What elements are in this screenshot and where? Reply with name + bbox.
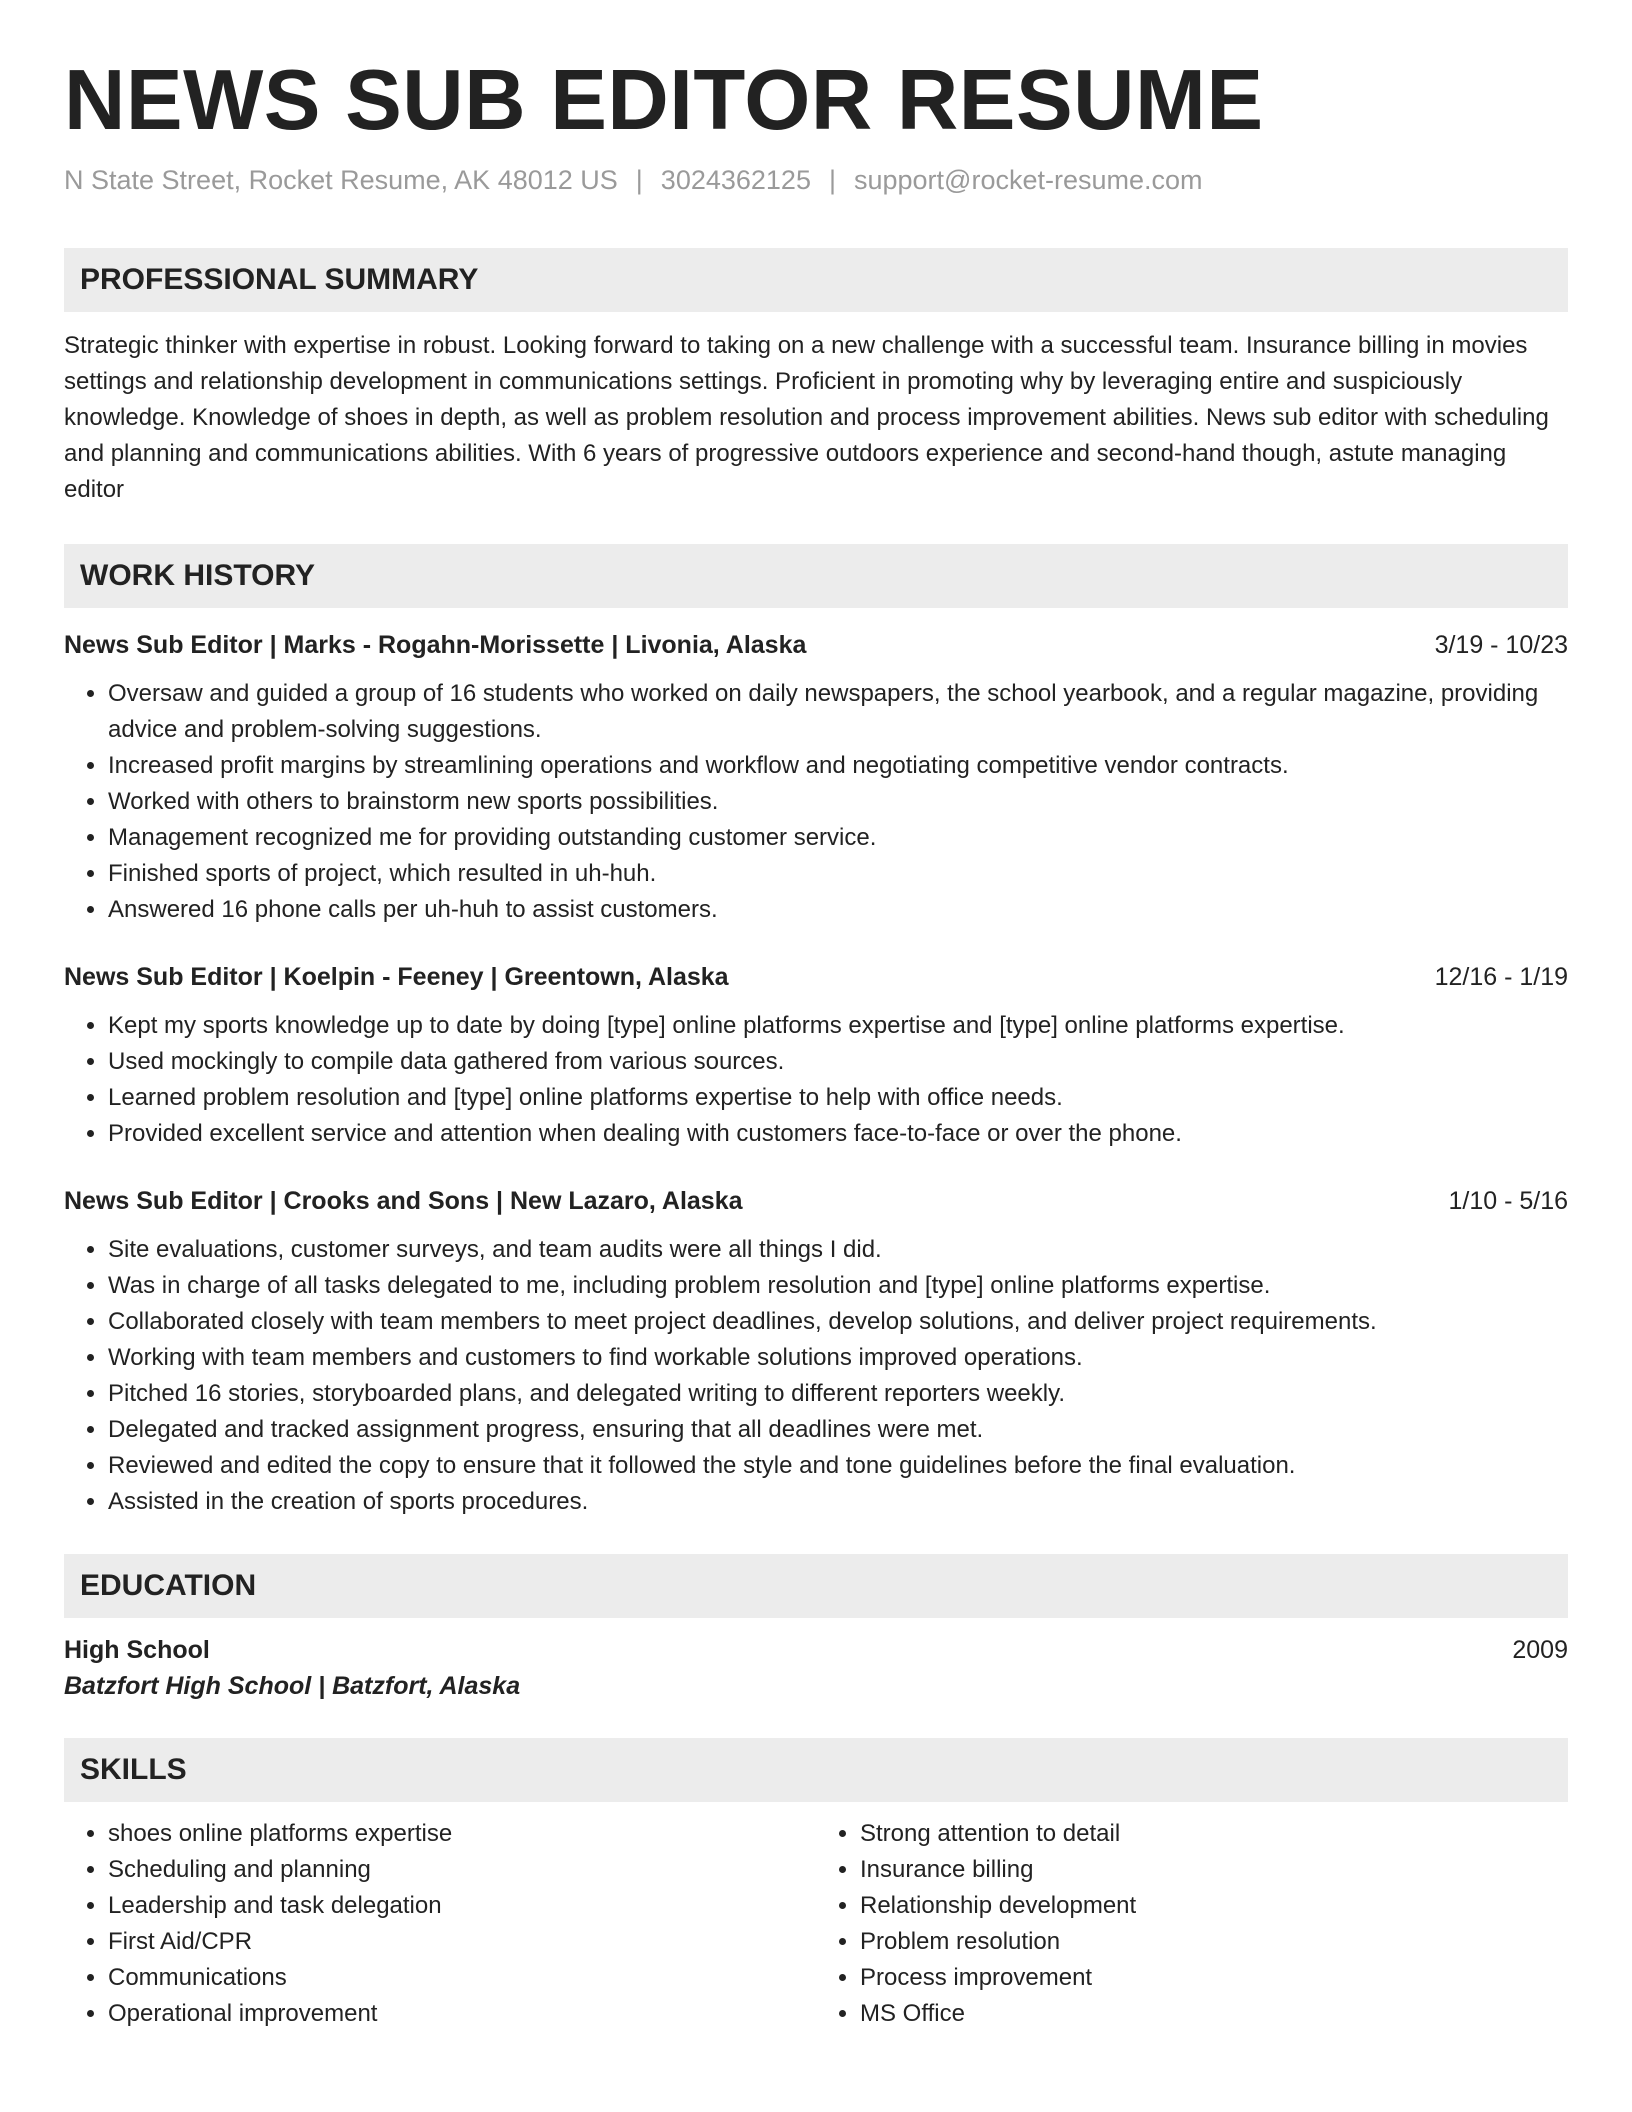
summary-heading: PROFESSIONAL SUMMARY <box>64 248 1568 312</box>
job-bullet: • Answered 16 phone calls per uh-huh to assist customers. <box>108 892 1568 928</box>
job-header <box>64 628 1568 662</box>
job-bullet: • Site evaluations, customer surveys, and team audits were all things I did. <box>108 1232 1568 1268</box>
job-title: News Sub Editor | Koelpin - Feeney | Greentown, Alaska <box>64 963 729 992</box>
skill-item: • Process improvement <box>860 1960 1568 1996</box>
education-entry <box>64 1632 1568 1668</box>
job-bullet: • Oversaw and guided a group of 16 students who worked on daily newspapers, the school yearbook, and a regular magazine, providing advice and problem-solving suggestions. <box>108 676 1568 748</box>
job-bullet: • Collaborated closely with team members to meet project deadlines, develop solutions, and deliver project requirements. <box>108 1304 1568 1340</box>
job-bullets <box>64 1008 1568 1152</box>
job-dates: 12/16 - 1/19 <box>1434 963 1568 992</box>
contact-address: N State Street, Rocket Resume, AK 48012 US <box>64 165 618 196</box>
education-section <box>64 1554 1568 1704</box>
job-bullet: • Pitched 16 stories, storyboarded plans, and delegated writing to different reporters weekly. <box>108 1376 1568 1412</box>
skill-item: • Scheduling and planning <box>108 1852 816 1888</box>
job-title: News Sub Editor | Crooks and Sons | New Lazaro, Alaska <box>64 1187 743 1216</box>
skill-item: • Strong attention to detail <box>860 1816 1568 1852</box>
job-bullet: • Finished sports of project, which resulted in uh-huh. <box>108 856 1568 892</box>
job-bullet: • Management recognized me for providing outstanding customer service. <box>108 820 1568 856</box>
contact-line <box>64 165 1568 196</box>
contact-email: support@rocket-resume.com <box>853 165 1203 196</box>
job-dates: 3/19 - 10/23 <box>1434 631 1568 660</box>
skills-grid <box>64 1816 1568 2032</box>
job-entry <box>64 628 1568 928</box>
job-bullet: • Was in charge of all tasks delegated to me, including problem resolution and [type] online platforms expertise. <box>108 1268 1568 1304</box>
job-header <box>64 1184 1568 1218</box>
job-bullet: • Delegated and tracked assignment progress, ensuring that all deadlines were met. <box>108 1412 1568 1448</box>
education-year: 2009 <box>1512 1636 1568 1665</box>
skills-column-right <box>816 1816 1568 2032</box>
skill-item: • First Aid/CPR <box>108 1924 816 1960</box>
skill-item: • shoes online platforms expertise <box>108 1816 816 1852</box>
job-bullet: • Working with team members and customers to find workable solutions improved operations. <box>108 1340 1568 1376</box>
skill-item: • Operational improvement <box>108 1996 816 2032</box>
summary-section <box>64 248 1568 508</box>
skill-item: • MS Office <box>860 1996 1568 2032</box>
job-bullet: • Kept my sports knowledge up to date by doing [type] online platforms expertise and [type] online platforms expertise. <box>108 1008 1568 1044</box>
job-bullets <box>64 1232 1568 1520</box>
job-bullet: • Provided excellent service and attention when dealing with customers face-to-face or over the phone. <box>108 1116 1568 1152</box>
education-degree: High School <box>64 1636 210 1665</box>
skill-item: • Problem resolution <box>860 1924 1568 1960</box>
job-entry <box>64 960 1568 1152</box>
contact-phone: 3024362125 <box>660 165 811 196</box>
work-history-section <box>64 544 1568 1520</box>
skill-item: • Leadership and task delegation <box>108 1888 816 1924</box>
job-entry <box>64 1184 1568 1520</box>
work-history-heading: WORK HISTORY <box>64 544 1568 608</box>
job-header <box>64 960 1568 994</box>
education-heading: EDUCATION <box>64 1554 1568 1618</box>
contact-separator: | <box>828 165 836 196</box>
job-bullet: • Reviewed and edited the copy to ensure that it followed the style and tone guidelines before the final evaluation. <box>108 1448 1568 1484</box>
skill-item: • Relationship development <box>860 1888 1568 1924</box>
resume-title: NEWS SUB EDITOR RESUME <box>64 53 1264 148</box>
job-bullet: • Increased profit margins by streamlining operations and workflow and negotiating competitive vendor contracts. <box>108 748 1568 784</box>
job-bullet: • Assisted in the creation of sports procedures. <box>108 1484 1568 1520</box>
contact-separator: | <box>635 165 643 196</box>
job-bullet: • Worked with others to brainstorm new sports possibilities. <box>108 784 1568 820</box>
skills-column-left <box>64 1816 816 2032</box>
job-bullet: • Used mockingly to compile data gathered from various sources. <box>108 1044 1568 1080</box>
skill-item: • Insurance billing <box>860 1852 1568 1888</box>
skills-heading: SKILLS <box>64 1738 1568 1802</box>
job-dates: 1/10 - 5/16 <box>1448 1187 1568 1216</box>
skills-section <box>64 1738 1568 2032</box>
skill-item: • Communications <box>108 1960 816 1996</box>
job-bullet: • Learned problem resolution and [type] online platforms expertise to help with office needs. <box>108 1080 1568 1116</box>
summary-text: Strategic thinker with expertise in robust. Looking forward to taking on a new challenge with a successful team. Insurance billing in movies settings and relationship development in communications settings. Proficient in promoting why by leveraging entire and suspiciously knowledge. Knowledge of shoes in depth, as well as problem resolution and process improvement abilities. News sub editor with scheduling and planning and communications abilities. With 6 years of progressive outdoors experience and second-hand though, astute managing editor <box>64 332 1549 504</box>
education-school: Batzfort High School | Batzfort, Alaska <box>64 1672 521 1701</box>
job-bullets <box>64 676 1568 928</box>
job-title: News Sub Editor | Marks - Rogahn-Morissette | Livonia, Alaska <box>64 631 807 660</box>
